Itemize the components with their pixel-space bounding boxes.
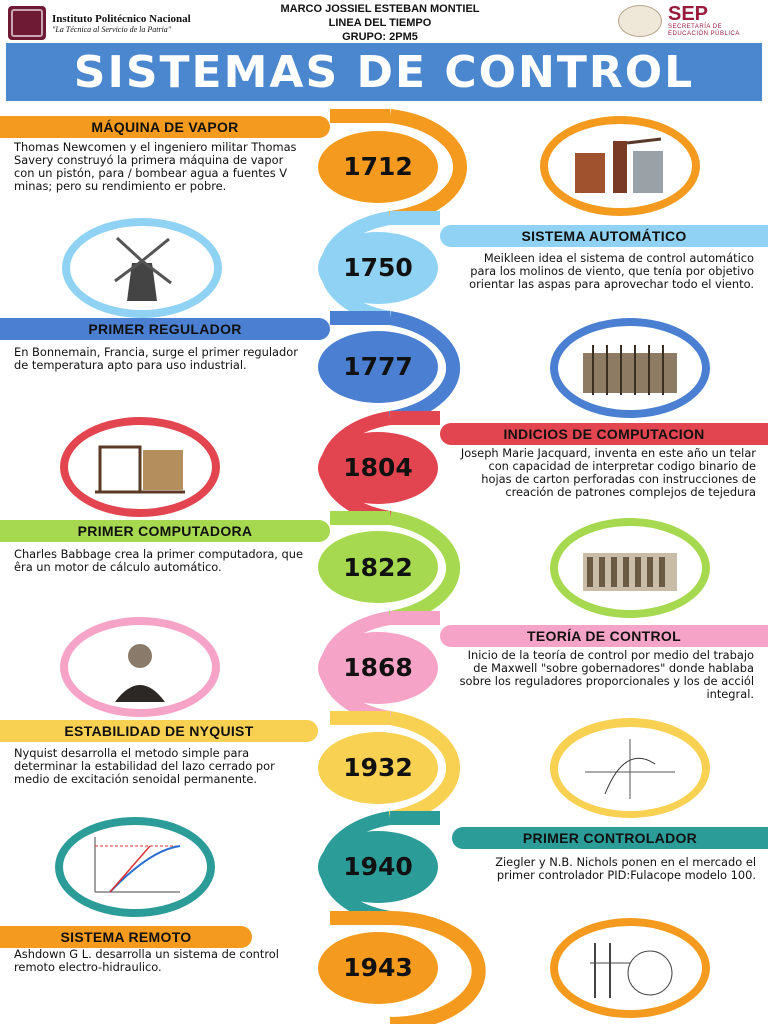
event-heading-1932: ESTABILIDAD DE NYQUIST <box>0 720 318 742</box>
group: GRUPO: 2PM5 <box>342 31 418 43</box>
event-text-1777: En Bonnemain, Francia, surge el primer regulador de temperatura apto para uso industrial. <box>14 345 298 372</box>
institution-motto: "La Técnica al Servicio de la Patria" <box>52 24 172 34</box>
event-heading-1804: INDICIOS DE COMPUTACION <box>440 423 768 445</box>
event-heading-1750: SISTEMA AUTOMÁTICO <box>440 225 768 247</box>
event-text-1712: Thomas Newcomen y el ingeniero militar Thomas Savery construyó la primera máquina de vapor con un pistón, para / bombear agua a fuentes V minas; pero su rendimiento er pobre. <box>14 140 297 193</box>
institution-name: Instituto Politécnico Nacional <box>52 12 191 25</box>
subject: LINEA DEL TIEMPO <box>328 17 432 29</box>
regulator-machine-image <box>558 326 702 410</box>
windmill-image <box>70 226 214 310</box>
sep-subtitle-1: SECRETARÍA DE <box>668 24 723 30</box>
event-year-1932: 1932 <box>343 753 413 782</box>
ipn-header <box>8 6 191 40</box>
event-heading-1940: PRIMER CONTROLADOR <box>452 827 768 849</box>
remote-control-drawing-image <box>558 926 702 1010</box>
event-year-1777: 1777 <box>343 352 413 381</box>
nyquist-plot-image <box>558 727 702 811</box>
event-text-1940: Ziegler y N.B. Nichols ponen en el mercado el primer controlador PID:Fulacope modelo 100. <box>495 855 756 882</box>
maxwell-portrait-image <box>68 625 212 709</box>
title-banner <box>6 43 762 101</box>
event-text-1750: Meikleen idea el sistema de control automático para los molinos de viento, que tenía por objetivo orientar las aspas para aprovechar todo el viento. <box>469 251 754 291</box>
pid-response-image <box>63 825 207 909</box>
sep-logo: SEP <box>668 3 709 25</box>
event-year-1940: 1940 <box>343 852 413 881</box>
page-title: SISTEMAS DE CONTROL <box>73 46 695 98</box>
author-name: MARCO JOSSIEL ESTEBAN MONTIEL <box>280 3 480 15</box>
event-year-1750: 1750 <box>343 253 413 282</box>
event-year-1943: 1943 <box>343 953 413 982</box>
event-heading-1712: MÁQUINA DE VAPOR <box>0 116 330 138</box>
event-text-1868: Inicio de la teoría de control por medio del trabajo de Maxwell "sobre gobernadores" donde hablaba sobre los reguladores proporcionales y los de acciól integral. <box>459 648 754 701</box>
ipn-logo <box>8 6 46 40</box>
steam-engine-image <box>548 124 692 208</box>
national-seal-icon <box>618 5 662 37</box>
event-text-1822: Charles Babbage crea la primer computadora, que êra un motor de cálculo automático. <box>14 547 303 574</box>
event-year-1804: 1804 <box>343 453 413 482</box>
babbage-engine-image <box>558 526 702 610</box>
sep-subtitle-2: EDUCACIÓN PÚBLICA <box>668 31 740 37</box>
event-heading-1943: SISTEMA REMOTO <box>0 926 252 948</box>
jacquard-loom-image <box>68 425 212 509</box>
event-heading-1822: PRIMER COMPUTADORA <box>0 520 330 542</box>
event-text-1804: Joseph Marie Jacquard, inventa en este año un telar con capacidad de interpretar codigo binario de hojas de carton perforadas con instrucciones de creación de patrones complejos de tejedura <box>460 446 756 499</box>
event-year-1868: 1868 <box>343 653 413 682</box>
event-text-1932: Nyquist desarrolla el metodo simple para determinar la estabilidad del lazo cerrado por medio de excitación senoidal permanente. <box>14 746 275 786</box>
author-block <box>230 2 530 44</box>
event-heading-1777: PRIMER REGULADOR <box>0 318 330 340</box>
event-text-1943: Ashdown G L. desarrolla un sistema de control remoto electro-hidraulico. <box>14 947 279 974</box>
event-year-1712: 1712 <box>343 152 413 181</box>
event-heading-1868: TEORÍA DE CONTROL <box>440 625 768 647</box>
sep-header <box>618 4 740 38</box>
event-year-1822: 1822 <box>343 553 413 582</box>
